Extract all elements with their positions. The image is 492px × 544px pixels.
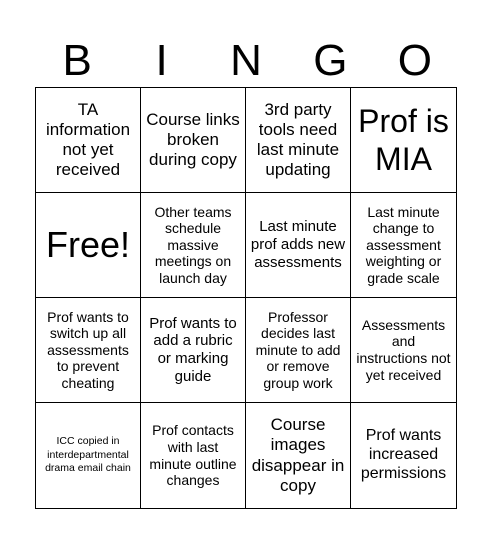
bingo-cell-text: Prof contacts with last minute outline changes: [149, 422, 237, 489]
header-letter-o: O: [397, 36, 432, 85]
bingo-header: [35, 34, 457, 88]
bingo-cell-text: Last minute prof adds new assessments: [250, 218, 346, 271]
header-letter-g: G: [313, 36, 348, 85]
header-letter-b: B: [62, 36, 92, 85]
bingo-cell-4-2[interactable]: [141, 403, 246, 508]
bingo-cell-2-2[interactable]: [141, 193, 246, 298]
bingo-cell-4-1[interactable]: [36, 403, 141, 508]
bingo-cell-2-4[interactable]: [351, 193, 456, 298]
bingo-cell-1-1[interactable]: [36, 88, 141, 193]
bingo-cell-text: Other teams schedule massive meetings on launch day: [154, 203, 232, 286]
bingo-cell-4-3[interactable]: [246, 403, 351, 508]
bingo-cell-text: 3rd party tools need last minute updating: [256, 99, 340, 180]
bingo-cell-text: Course images disappear in copy: [251, 415, 345, 495]
bingo-cell-text: Free!: [45, 223, 131, 265]
bingo-cell-1-3[interactable]: [246, 88, 351, 193]
bingo-cell-4-4[interactable]: [351, 403, 456, 508]
bingo-cell-3-2[interactable]: [141, 298, 246, 403]
bingo-cell-3-1[interactable]: [36, 298, 141, 403]
bingo-cell-2-3[interactable]: [246, 193, 351, 298]
bingo-cell-text: Assessments and instructions not yet received: [356, 316, 451, 383]
bingo-cell-text: TA information not yet received: [45, 99, 131, 180]
header-letter-n: N: [230, 36, 262, 85]
bingo-cell-free[interactable]: [36, 193, 141, 298]
header-letter-i: I: [155, 36, 168, 85]
bingo-cell-3-4[interactable]: [351, 298, 456, 403]
bingo-cell-text: Last minute change to assessment weighting or grade scale: [365, 203, 442, 286]
bingo-cell-1-4[interactable]: [351, 88, 456, 193]
bingo-cell-3-3[interactable]: [246, 298, 351, 403]
bingo-cell-text: ICC copied in interdepartmental drama email chain: [45, 435, 131, 475]
bingo-cell-text: Course links broken during copy: [146, 109, 240, 170]
bingo-cell-text: Prof wants to switch up all assessments to prevent cheating: [47, 308, 129, 391]
bingo-cell-text: Professor decides last minute to add or remove group work: [255, 308, 341, 391]
bingo-card-grid: [35, 87, 457, 509]
bingo-cell-text: Prof is MIA: [358, 102, 449, 177]
bingo-cell-text: Prof wants increased permissions: [360, 427, 447, 482]
bingo-cell-1-2[interactable]: [141, 88, 246, 193]
bingo-cell-text: Prof wants to add a rubric or marking guide: [149, 314, 237, 385]
